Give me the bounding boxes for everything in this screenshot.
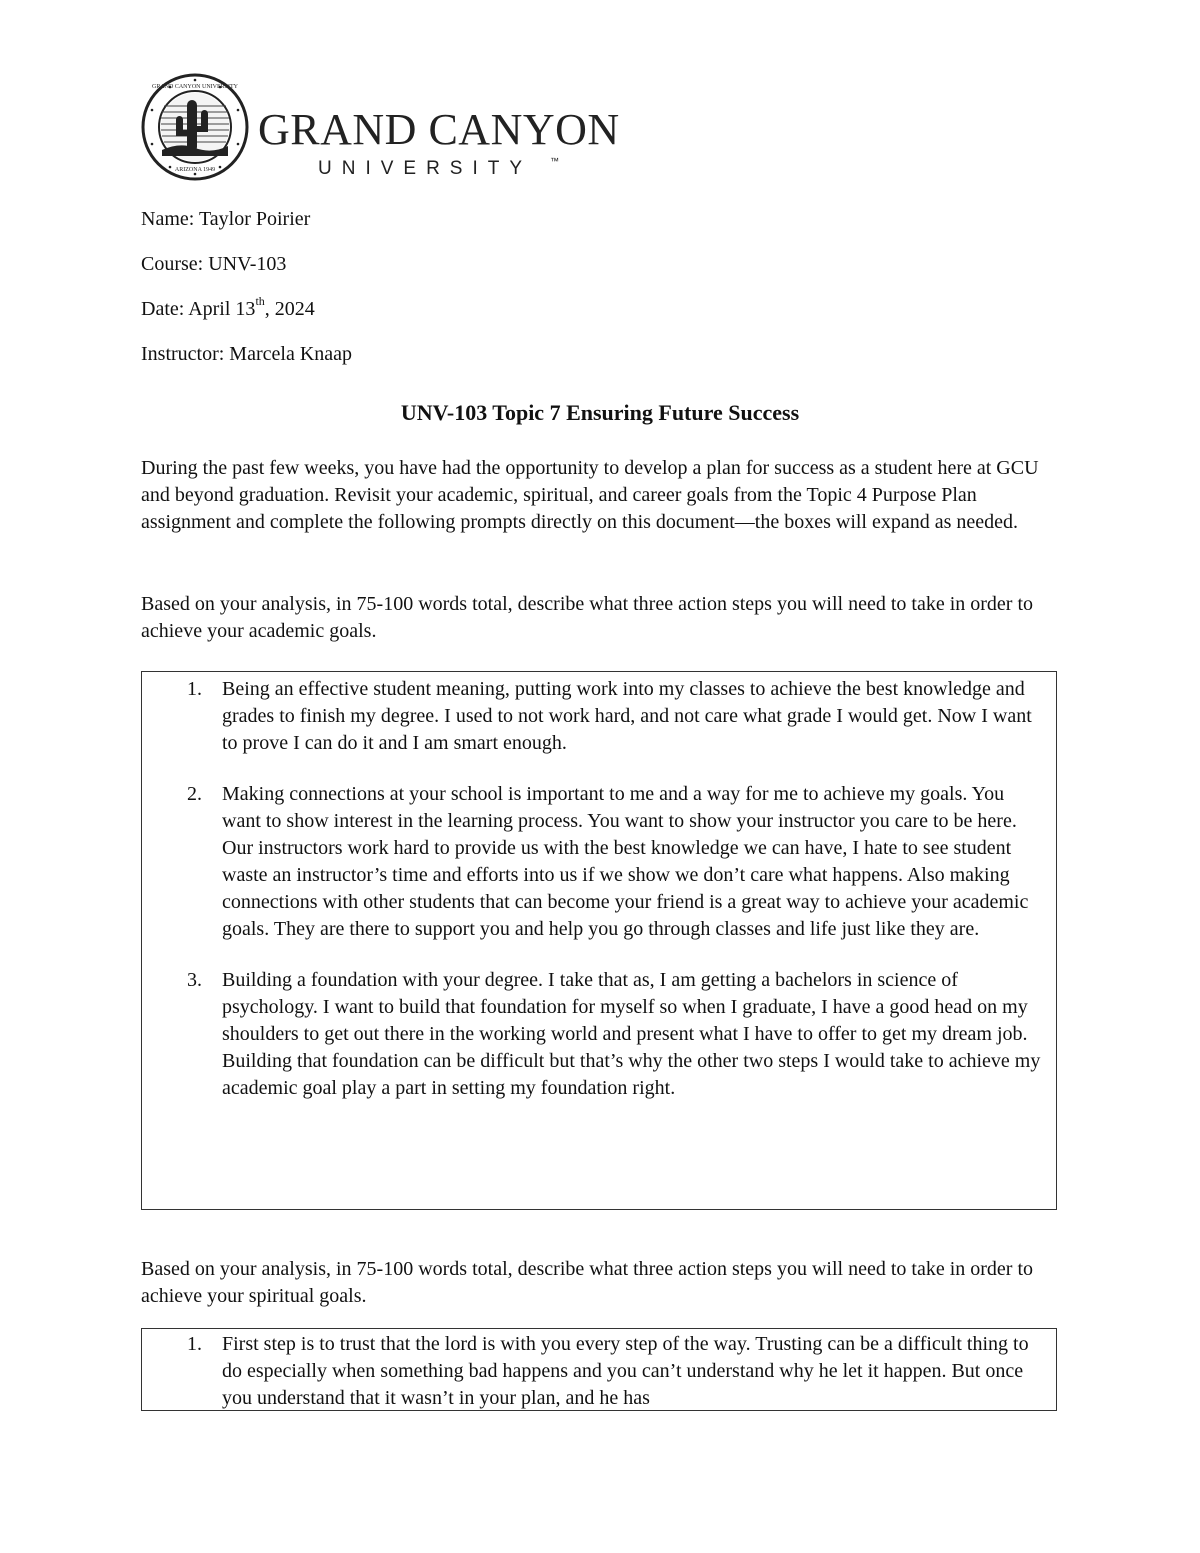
date-line (141, 294, 315, 321)
step-text: Building a foundation with your degree. I take that as, I am getting a bachelors in science of psychology. I want to build that foundation for myself so when I graduate, I have a good head on my shoulders to get out there in the working world and present what I have to offer to get my dream job. Building that foundation can be difficult but that’s why the other two steps I would take to achieve my academic goal play a part in setting my foundation right. (222, 969, 1041, 1099)
academic-answer-box[interactable] (141, 671, 1057, 1210)
step-number: 1. (187, 1333, 202, 1355)
svg-text:ARIZONA 1949: ARIZONA 1949 (174, 167, 216, 173)
step-text: Being an effective student meaning, putting work into my classes to achieve the best knowledge and grades to finish my degree. I used to not work hard, and not care what grade I would get. Now I want to prove I can do it and I am smart enough. (222, 678, 1032, 754)
date-suffix: , 2024 (264, 298, 315, 320)
spiritual-prompt: Based on your analysis, in 75-100 words total, describe what three action steps you will need to take in order to achieve your spiritual goals. (141, 1258, 1034, 1307)
step-number: 3. (187, 969, 202, 991)
svg-text:GRAND CANYON: GRAND CANYON (258, 106, 620, 154)
date-superscript: th (255, 294, 265, 309)
intro-paragraph: During the past few weeks, you have had the opportunity to develop a plan for success as a student here at GCU and beyond graduation. Revisit your academic, spiritual, and career goals from the Topic 4 Purpose Plan assignment and complete the following prompts directly on this document—the boxes will expand as needed. (141, 457, 1039, 533)
step-number: 1. (187, 678, 202, 700)
spiritual-answer-box[interactable] (141, 1328, 1057, 1411)
step-text: First step is to trust that the lord is with you every step of the way. Trusting can be a difficult thing to do especially when something bad happens and you can’t understand why he let it happen. But once you understand that it wasn’t in your plan, and he has (222, 1333, 1029, 1409)
svg-text:™: ™ (550, 156, 559, 166)
step-number: 2. (187, 783, 202, 805)
academic-step-3 (142, 967, 1056, 1102)
document-title: UNV-103 Topic 7 Ensuring Future Success (400, 400, 800, 425)
university-wordmark (258, 106, 620, 180)
university-seal-icon (140, 72, 250, 182)
step-text: Making connections at your school is important to me and a way for me to achieve my goals. You want to show interest in the learning process. You want to show your instructor you care to be here. Our instructors work hard to provide us with the best knowledge we can have, I hate to see student waste an instructor’s time and efforts into us if we show we don’t care what happens. Also making connections with other students that can become your friend is a great way to achieve your academic goals. They are there to support you and help you go through classes and life just like they are. (222, 783, 1029, 940)
course-line: Course: UNV-103 (141, 253, 287, 275)
academic-step-2 (142, 781, 1056, 943)
university-logo (140, 72, 620, 182)
svg-text:GRAND CANYON UNIVERSITY: GRAND CANYON UNIVERSITY (152, 84, 238, 90)
student-name: Name: Taylor Poirier (141, 208, 311, 230)
date-prefix: Date: April 13 (141, 298, 256, 320)
academic-steps-list (142, 676, 1056, 1102)
academic-step-1 (142, 676, 1056, 757)
instructor-line: Instructor: Marcela Knaap (141, 343, 353, 365)
spiritual-step-1 (142, 1331, 1056, 1411)
academic-prompt: Based on your analysis, in 75-100 words total, describe what three action steps you will need to take in order to achieve your academic goals. (141, 593, 1034, 642)
svg-text:UNIVERSITY: UNIVERSITY (318, 158, 533, 179)
spiritual-steps-list (142, 1331, 1056, 1411)
